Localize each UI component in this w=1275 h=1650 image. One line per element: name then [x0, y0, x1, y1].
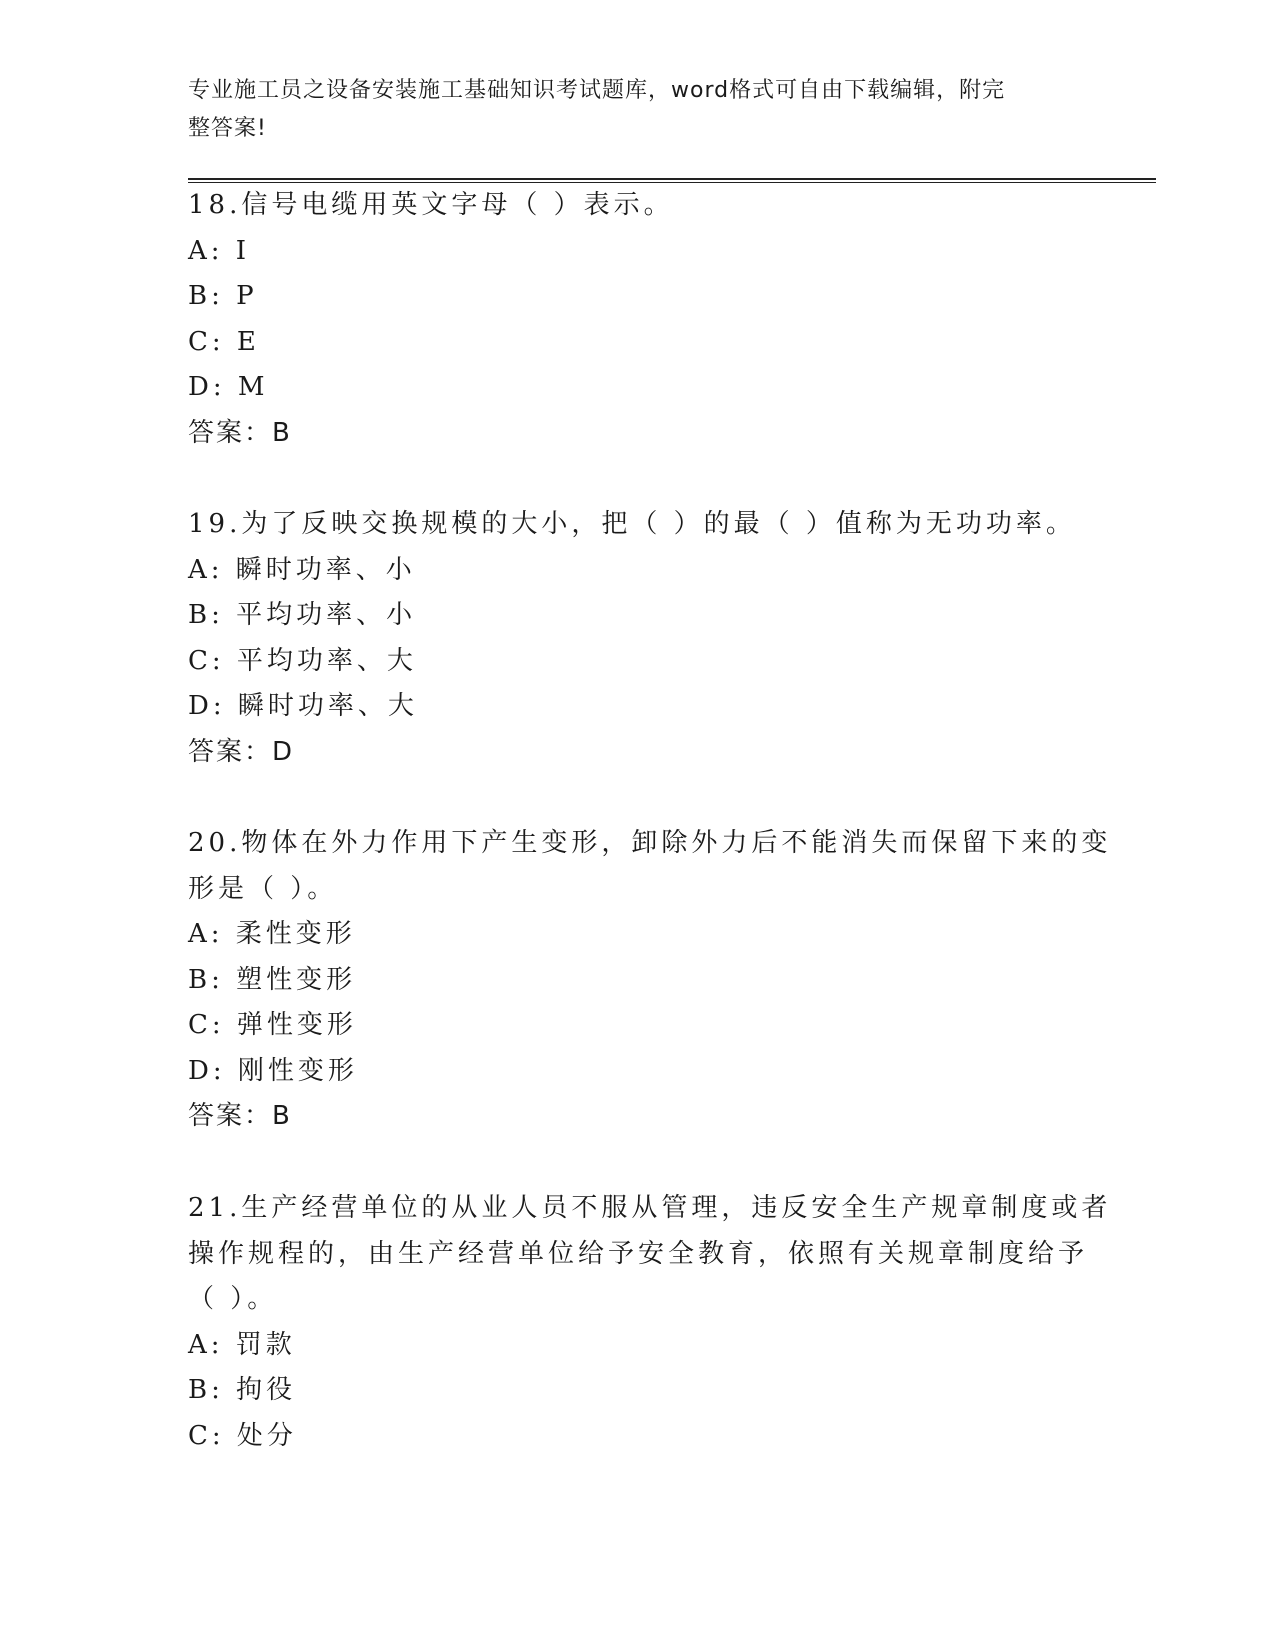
header-line-1: 专业施工员之设备安装施工基础知识考试题库，word格式可自由下载编辑，附完 — [188, 78, 1006, 103]
question-20 — [188, 821, 1112, 1140]
option-b: B: 拘役 — [188, 1375, 297, 1405]
question-stem-line-1: 20.物体在外力作用下产生变形，卸除外力后不能消失而保留下来的变 — [188, 828, 1112, 858]
option-d: D: 瞬时功率、大 — [188, 691, 418, 721]
question-stem-line-1: 21.生产经营单位的从业人员不服从管理，违反安全生产规章制度或者 — [188, 1193, 1112, 1223]
question-18 — [188, 183, 1088, 456]
option-b: B: 平均功率、小 — [188, 600, 417, 630]
option-a: A: 柔性变形 — [188, 919, 356, 949]
option-a: A: 瞬时功率、小 — [188, 554, 416, 585]
question-stem-line-2: 操作规程的，由生产经营单位给予安全教育，依照有关规章制度给予 — [188, 1238, 1089, 1269]
option-b: B: 塑性变形 — [188, 964, 357, 995]
option-a: A: 罚款 — [188, 1329, 296, 1360]
option-c: C: 平均功率、大 — [188, 645, 417, 676]
question-21 — [188, 1186, 1112, 1459]
document-header — [188, 72, 1088, 148]
option-c: C: 弹性变形 — [188, 1010, 357, 1040]
option-d: D: 刚性变形 — [188, 1055, 358, 1086]
answer-text: 答案：B — [188, 1101, 292, 1131]
answer-text: 答案：D — [188, 736, 295, 767]
header-line-2: 整答案! — [188, 116, 267, 141]
option-a: A: I — [188, 235, 251, 266]
question-stem: 18.信号电缆用英文字母（ ）表示。 — [188, 190, 674, 220]
option-d: D: M — [188, 372, 269, 402]
question-stem: 19.为了反映交换规模的大小，把（ ）的最（ ）值称为无功功率。 — [188, 509, 1076, 539]
answer-text: 答案：B — [188, 417, 292, 448]
question-stem-line-2: 形是（ ）。 — [188, 873, 338, 904]
question-19 — [188, 502, 1088, 775]
option-c: C: 处分 — [188, 1420, 297, 1451]
option-c: C: E — [188, 326, 260, 357]
option-b: B: P — [188, 281, 258, 311]
question-stem-line-3: （ ）。 — [188, 1284, 278, 1314]
